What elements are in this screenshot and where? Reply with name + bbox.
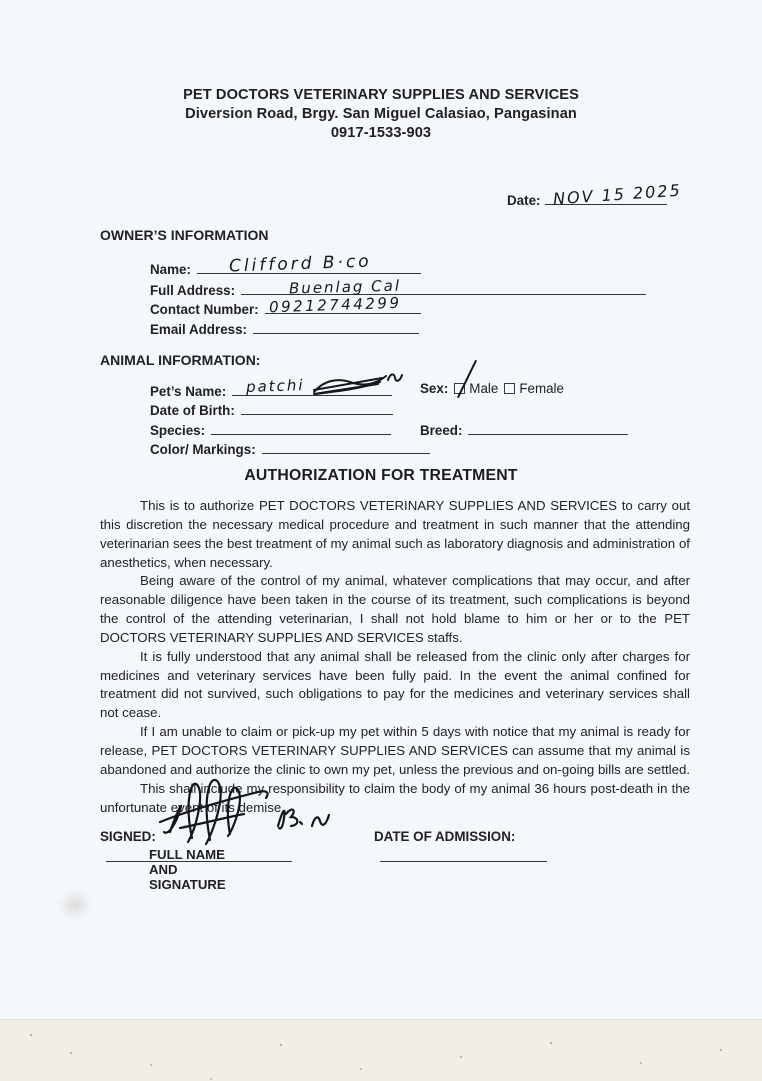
color-markings-row (150, 438, 430, 457)
breed-label: Breed: (420, 423, 463, 438)
scribbled-out-word (310, 366, 406, 398)
pet-name-label: Pet’s Name: (150, 384, 227, 399)
species-label: Species: (150, 422, 206, 438)
owner-fields (150, 251, 646, 337)
male-option-label: Male (469, 381, 499, 396)
owner-information-heading: OWNER’S INFORMATION (100, 227, 269, 243)
date-of-admission-line (380, 846, 547, 862)
animal-information-heading: ANIMAL INFORMATION: (100, 352, 261, 368)
pet-name-line (232, 375, 392, 397)
authorization-title: AUTHORIZATION FOR TREATMENT (244, 467, 518, 484)
breed-field (420, 419, 628, 440)
sex-label: Sex: (420, 381, 449, 396)
pet-name-row (150, 375, 430, 399)
clinic-name: PET DOCTORS VETERINARY SUPPLIES AND SERVICES (183, 87, 579, 103)
owner-contact-row (150, 294, 646, 318)
clinic-header (0, 86, 762, 143)
breed-line (468, 419, 628, 435)
color-markings-label: Color/ Markings: (150, 442, 256, 458)
owner-address-row (150, 276, 646, 298)
date-of-admission-label: DATE OF ADMISSION: (374, 829, 516, 844)
sex-field (420, 380, 564, 399)
scanner-backing-strip (0, 1019, 762, 1081)
dob-label: Date of Birth: (150, 403, 235, 419)
authorization-paragraph-4: If I am unable to claim or pick-up my pet within 5 days with notice that my animal is ready for release, PET DOCTORS VETERINARY SUPPLIES AND SERVICES can assume that my animal is abandoned and authorize the clinic to own my pet, unless the previous and on-going bills are settled. (100, 724, 691, 777)
female-option-label: Female (519, 381, 564, 396)
owner-contact-line (265, 294, 421, 317)
female-checkbox (504, 383, 515, 394)
paper-smudge (58, 890, 92, 920)
owner-address-label: Full Address: (150, 283, 236, 298)
authorization-paragraph-3: It is fully understood that any animal shall be released from the clinic only after charges for medicines and veterinary services have been fully paid. In the event the animal confined for treatment did not survived, such obligations to pay for the medicines and veterinary services shall not cease. (100, 648, 690, 721)
species-line (211, 419, 391, 435)
owner-name-line (197, 251, 421, 277)
authorization-body (100, 497, 690, 817)
dob-line (241, 399, 393, 415)
owner-name-label: Name: (150, 262, 191, 277)
date-label: Date: (507, 193, 541, 208)
pet-name-handwriting: patchi (245, 375, 305, 397)
sex-row (420, 380, 564, 399)
owner-email-line (253, 318, 419, 334)
clinic-address: Diversion Road, Brgy. San Miguel Calasiao, Pangasinan (185, 106, 577, 122)
authorization-paragraph-2: Being aware of the control of my animal, whatever complications that may occur, and after reasonable diligence have been taken in the course of its treatment, such complications is beyond the control of the attending veterinarian, I shall not hold blame to him or her or to the PET DOCTORS VETERINARY SUPPLIES AND SERVICES staffs. (100, 573, 690, 645)
paper-speckles (30, 1034, 32, 1036)
dob-row (150, 399, 430, 418)
authorization-paragraph-5: This shall include my responsibility to claim the body of my animal 36 hours post-death in the unfortunate event of its demise. (100, 780, 690, 815)
owner-name-row (150, 251, 646, 279)
owner-address-line (241, 276, 646, 298)
species-row (150, 419, 430, 438)
animal-fields (150, 375, 430, 458)
owner-email-row (150, 318, 646, 337)
owner-contact-handwriting: 09212744299 (268, 294, 402, 317)
owner-email-label: Email Address: (150, 321, 247, 337)
signed-label: SIGNED: (100, 829, 156, 844)
date-line (545, 180, 683, 209)
owner-name-handwriting: Clifford B·co (228, 251, 372, 277)
date-of-admission-field (374, 828, 547, 867)
owner-contact-label: Contact Number: (150, 302, 259, 318)
owner-address-handwriting: Buenlag Cal (288, 276, 402, 298)
date-handwriting: NOV 15 2025 (552, 180, 683, 209)
date-field (507, 180, 683, 210)
clinic-phone: 0917-1533-903 (330, 125, 432, 141)
color-markings-line (262, 438, 430, 454)
signature-caption: FULL NAME AND SIGNATURE (149, 847, 226, 892)
authorization-paragraph-1: This is to authorize PET DOCTORS VETERINARY SUPPLIES AND SERVICES to carry out this discretion the necessary medical procedure and treatment in such manner that the attending veterinarian sees the best treatment of my animal such as laboratory diagnosis and administration of anesthetics, when necessary. (100, 498, 690, 570)
